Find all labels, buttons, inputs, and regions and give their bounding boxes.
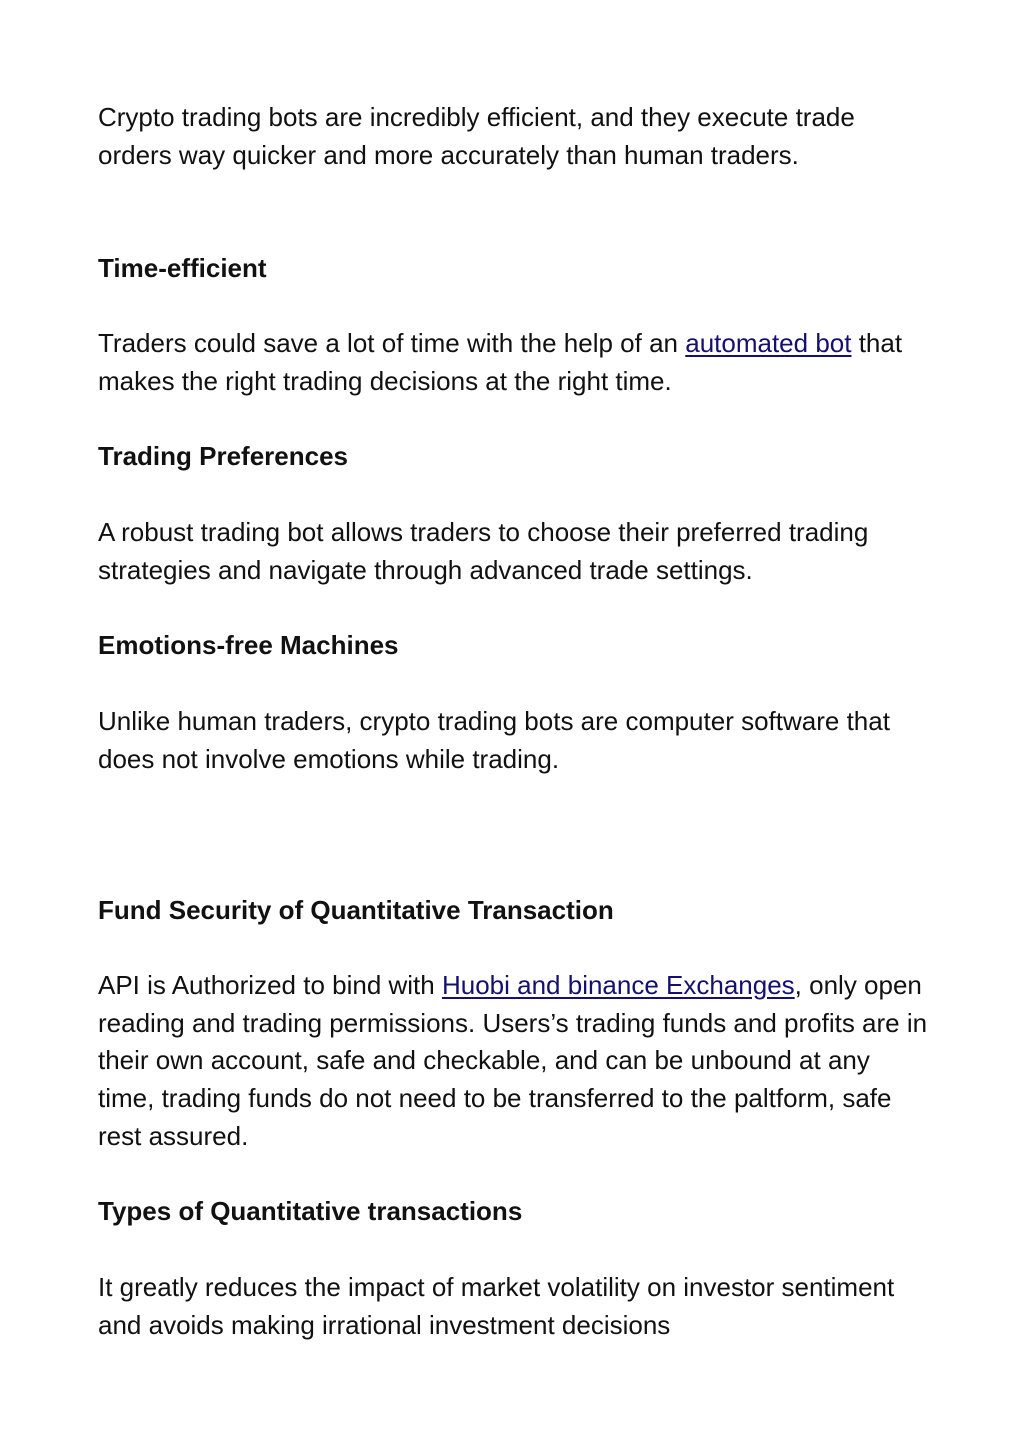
huobi-binance-exchanges-link[interactable]: Huobi and binance Exchanges bbox=[441, 970, 795, 1000]
intro-text: Crypto trading bots are incredibly efficient, and they execute trade orders way quicker and more accurately than human traders. bbox=[98, 102, 855, 170]
trading-preferences-heading: Trading Preferences bbox=[98, 441, 348, 471]
emotions-free-heading: Emotions-free Machines bbox=[98, 630, 399, 660]
types-heading: Types of Quantitative transactions bbox=[98, 1196, 523, 1226]
fund-security-text-after: , only open reading and trading permissions. Users’s trading funds and profits are in their own account, safe and checkable, and can be unbound at any time, trading funds do not need to be transferred to the paltform, safe rest assured. bbox=[98, 970, 928, 1151]
fund-security-text-before: API is Authorized to bind with bbox=[98, 970, 442, 1000]
types-paragraph: It greatly reduces the impact of market volatility on investor sentiment and avoids making irrational investment decisions bbox=[98, 1272, 895, 1340]
intro-paragraph bbox=[98, 99, 928, 174]
time-efficient-heading: Time-efficient bbox=[98, 253, 267, 283]
fund-security-heading: Fund Security of Quantitative Transaction bbox=[98, 895, 614, 925]
trading-preferences-paragraph: A robust trading bot allows traders to choose their preferred trading strategies and navigate through advanced trade settings. bbox=[98, 517, 869, 585]
automated-bot-link[interactable]: automated bot bbox=[685, 328, 852, 358]
time-efficient-text-after: that makes the right trading decisions at the right time. bbox=[98, 328, 903, 396]
time-efficient-paragraph bbox=[98, 325, 928, 400]
fund-security-paragraph bbox=[98, 967, 928, 1156]
emotions-free-paragraph: Unlike human traders, crypto trading bots are computer software that does not involve emotions while trading. bbox=[98, 706, 890, 774]
time-efficient-text-before: Traders could save a lot of time with the help of an bbox=[98, 328, 686, 358]
